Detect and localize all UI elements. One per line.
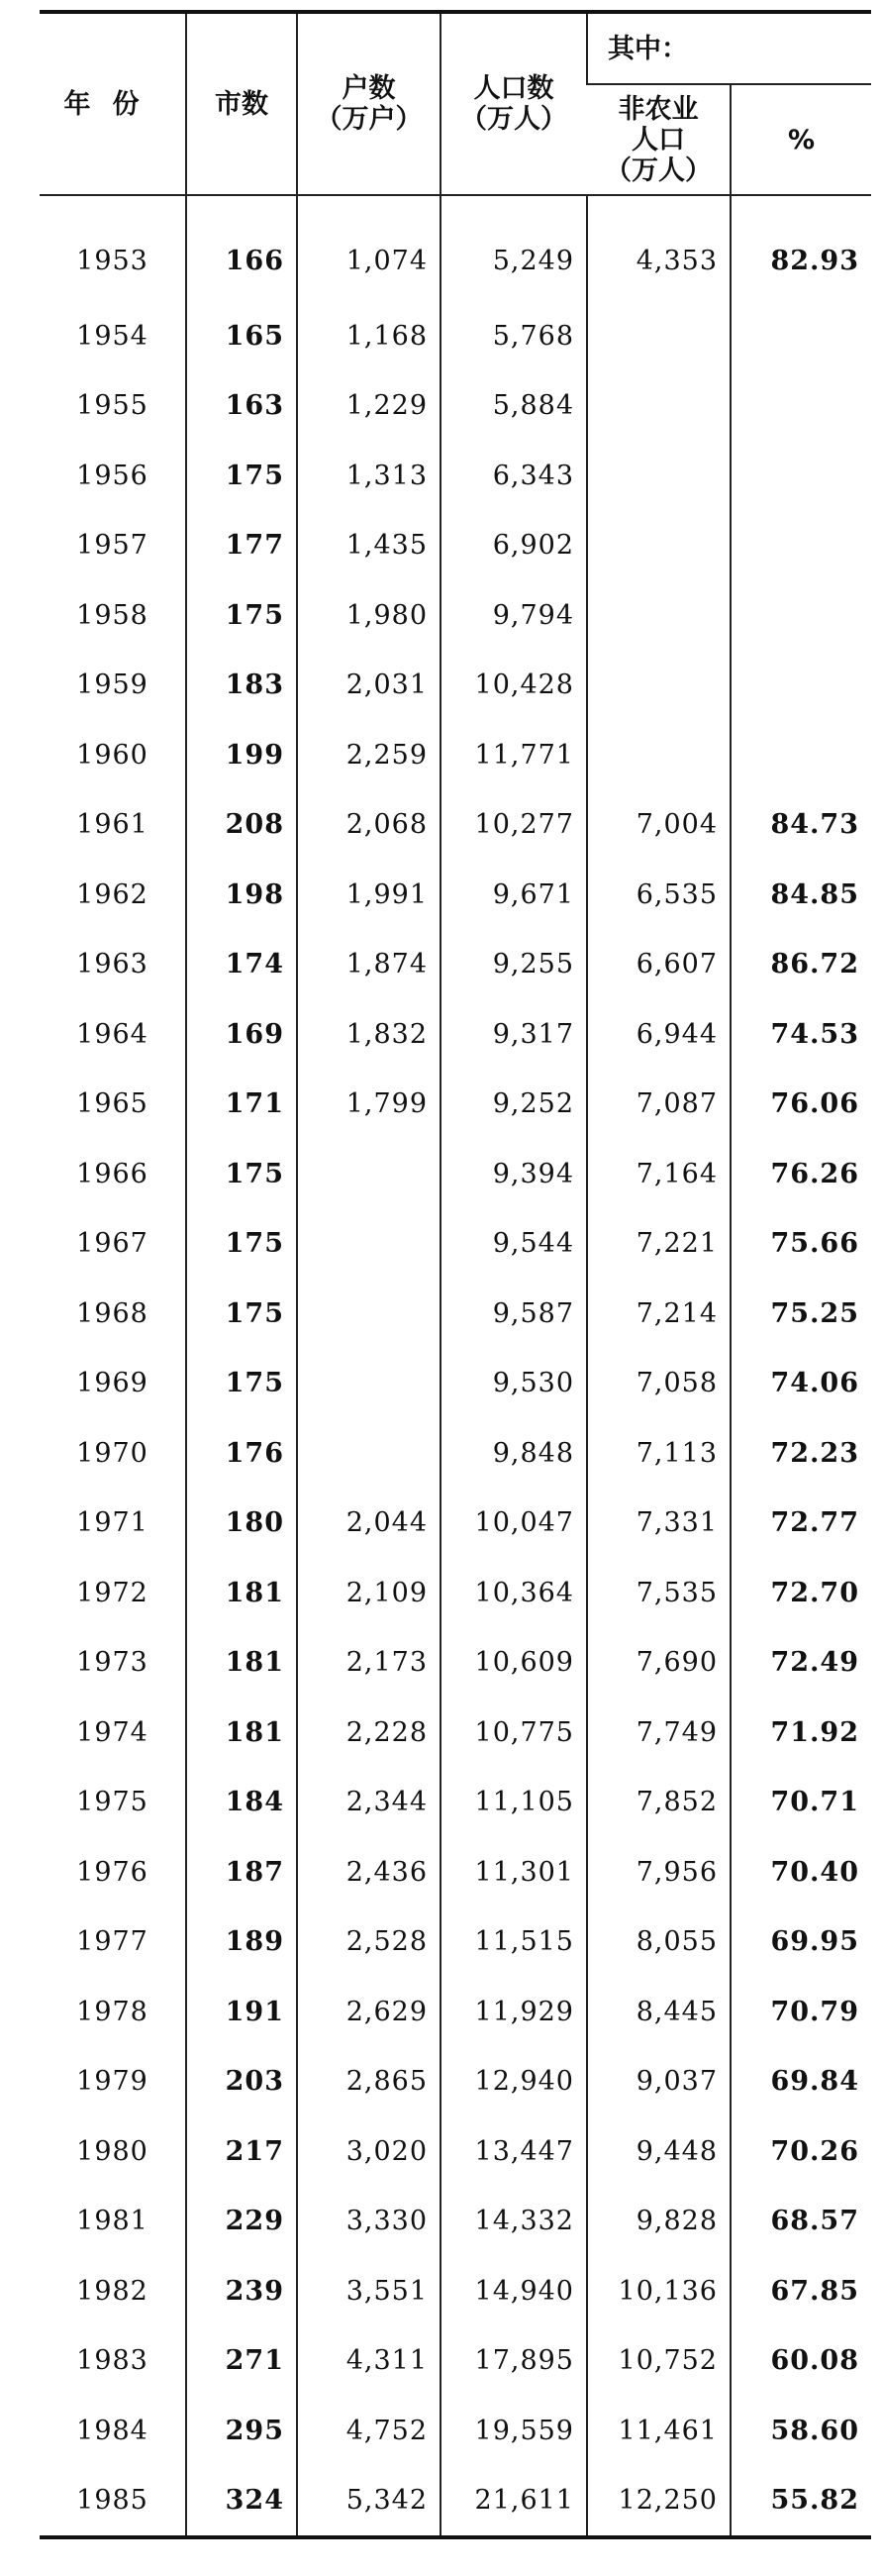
cell-percent: 72.23 <box>731 1418 871 1489</box>
cell-cities: 165 <box>186 301 297 371</box>
table-row <box>40 1837 871 1907</box>
cell-nonagri: 10,752 <box>587 2326 731 2397</box>
header-households <box>297 12 440 195</box>
cell-households: 3,020 <box>297 2116 440 2187</box>
cell-cities: 229 <box>186 2187 297 2257</box>
cell-cities: 163 <box>186 371 297 442</box>
cell-percent: 71.92 <box>731 1698 871 1768</box>
cell-population: 5,249 <box>440 195 587 301</box>
cell-nonagri: 6,944 <box>587 999 731 1070</box>
cell-percent: 72.49 <box>731 1628 871 1699</box>
table-row <box>40 1489 871 1559</box>
cell-nonagri: 6,535 <box>587 860 731 930</box>
cell-year: 1955 <box>76 390 148 422</box>
cell-population: 13,447 <box>440 2116 587 2187</box>
table-row <box>40 860 871 930</box>
table-row <box>40 1418 871 1489</box>
cell-households: 5,342 <box>297 2466 440 2538</box>
cell-households: 2,173 <box>297 1628 440 1699</box>
cell-percent: 75.25 <box>731 1279 871 1349</box>
cell-nonagri: 7,535 <box>587 1558 731 1628</box>
cell-households: 1,435 <box>297 511 440 581</box>
cell-cities: 175 <box>186 1139 297 1209</box>
cell-population: 12,940 <box>440 2047 587 2117</box>
cell-population: 14,940 <box>440 2256 587 2326</box>
cell-percent <box>731 720 871 790</box>
cell-nonagri: 9,828 <box>587 2187 731 2257</box>
cell-nonagri: 4,353 <box>587 195 731 301</box>
table-row <box>40 930 871 1000</box>
cell-percent: 60.08 <box>731 2326 871 2397</box>
cell-population: 10,364 <box>440 1558 587 1628</box>
cell-percent: 70.79 <box>731 1977 871 2047</box>
cell-year: 1961 <box>76 809 148 841</box>
cell-year: 1982 <box>76 2275 148 2307</box>
cell-year: 1957 <box>76 530 148 562</box>
cell-population: 9,252 <box>440 1070 587 1140</box>
cell-households: 2,109 <box>297 1558 440 1628</box>
table-row <box>40 2187 871 2257</box>
table-row <box>40 1279 871 1349</box>
cell-cities: 175 <box>186 580 297 651</box>
cell-cities: 169 <box>186 999 297 1070</box>
cell-nonagri: 7,956 <box>587 1837 731 1907</box>
table-row <box>40 999 871 1070</box>
table-header <box>40 12 871 195</box>
cell-population: 11,929 <box>440 1977 587 2047</box>
cell-percent: 69.84 <box>731 2047 871 2117</box>
cell-households <box>297 1349 440 1419</box>
cell-percent: 86.72 <box>731 930 871 1000</box>
cell-households: 4,311 <box>297 2326 440 2397</box>
cell-percent: 55.82 <box>731 2466 871 2538</box>
cell-households: 2,259 <box>297 720 440 790</box>
cell-percent <box>731 301 871 371</box>
cell-year: 1985 <box>40 2466 186 2538</box>
cell-population: 11,515 <box>440 1907 587 1978</box>
cell-year: 1984 <box>76 2415 148 2446</box>
cell-population: 10,775 <box>440 1698 587 1768</box>
cell-households <box>297 1209 440 1280</box>
cell-population: 9,544 <box>440 1209 587 1280</box>
cell-percent: 70.71 <box>731 1768 871 1838</box>
cell-population: 9,848 <box>440 1418 587 1489</box>
table-body <box>40 195 871 2537</box>
table-row <box>40 1209 871 1280</box>
cell-cities: 324 <box>186 2466 297 2538</box>
cell-households: 1,229 <box>297 371 440 442</box>
cell-year: 1977 <box>76 1926 148 1958</box>
cell-nonagri: 7,087 <box>587 1070 731 1140</box>
cell-nonagri: 7,004 <box>587 790 731 861</box>
cell-cities: 239 <box>186 2256 297 2326</box>
cell-population: 9,317 <box>440 999 587 1070</box>
cell-percent: 76.26 <box>731 1139 871 1209</box>
cell-nonagri: 7,221 <box>587 1209 731 1280</box>
cell-households: 1,874 <box>297 930 440 1000</box>
table-row <box>40 441 871 511</box>
cell-nonagri <box>587 720 731 790</box>
table-row <box>40 1907 871 1978</box>
cell-nonagri: 9,037 <box>587 2047 731 2117</box>
cell-year: 1953 <box>76 245 148 276</box>
cell-cities: 203 <box>186 2047 297 2117</box>
cell-year: 1966 <box>76 1158 148 1189</box>
cell-nonagri: 7,214 <box>587 1279 731 1349</box>
cell-cities: 189 <box>186 1907 297 1978</box>
cell-percent: 84.73 <box>731 790 871 861</box>
table-row <box>40 2047 871 2117</box>
cell-nonagri: 8,055 <box>587 1907 731 1978</box>
cell-population: 6,902 <box>440 511 587 581</box>
cell-households: 1,074 <box>297 195 440 301</box>
cell-year: 1971 <box>76 1507 148 1539</box>
cell-year: 1975 <box>76 1787 148 1818</box>
cell-population: 21,611 <box>440 2466 587 2538</box>
cell-households <box>297 1139 440 1209</box>
cell-population: 10,277 <box>440 790 587 861</box>
cell-year: 1964 <box>76 1018 148 1050</box>
cell-households: 2,528 <box>297 1907 440 1978</box>
cell-year: 1958 <box>76 599 148 631</box>
header-of-which: 其中： <box>587 12 871 84</box>
header-percent: % <box>731 84 871 195</box>
cell-households: 2,068 <box>297 790 440 861</box>
cell-nonagri <box>587 371 731 442</box>
cell-cities: 271 <box>186 2326 297 2397</box>
cell-nonagri <box>587 441 731 511</box>
cell-cities: 184 <box>186 1768 297 1838</box>
table-row <box>40 1349 871 1419</box>
cell-cities: 191 <box>186 1977 297 2047</box>
cell-year: 1970 <box>76 1437 148 1469</box>
cell-population: 19,559 <box>440 2396 587 2466</box>
cell-year: 1978 <box>76 1996 148 2027</box>
cell-year: 1976 <box>76 1856 148 1888</box>
table-row <box>40 2466 871 2538</box>
cell-percent <box>731 441 871 511</box>
cell-households: 3,330 <box>297 2187 440 2257</box>
header-nonagri-label-2: 人口 <box>632 124 685 155</box>
table-row <box>40 371 871 442</box>
table-row <box>40 511 871 581</box>
cell-nonagri: 6,607 <box>587 930 731 1000</box>
cell-households: 2,228 <box>297 1698 440 1768</box>
cell-year: 1962 <box>76 878 148 910</box>
header-cities: 市数 <box>186 12 297 195</box>
cell-cities: 181 <box>186 1698 297 1768</box>
cell-cities: 177 <box>186 511 297 581</box>
cell-year: 1965 <box>76 1088 148 1120</box>
cell-cities: 175 <box>186 1349 297 1419</box>
table-row <box>40 301 871 371</box>
cell-population: 9,255 <box>440 930 587 1000</box>
cell-year: 1960 <box>76 739 148 771</box>
cell-cities: 217 <box>186 2116 297 2187</box>
cell-nonagri <box>587 580 731 651</box>
cell-population: 5,768 <box>440 301 587 371</box>
cell-year: 1981 <box>76 2206 148 2237</box>
cell-cities: 208 <box>186 790 297 861</box>
table-row <box>40 2116 871 2187</box>
cell-households: 2,044 <box>297 1489 440 1559</box>
cell-percent: 84.85 <box>731 860 871 930</box>
cell-population: 14,332 <box>440 2187 587 2257</box>
cell-nonagri <box>587 651 731 721</box>
cell-households: 2,344 <box>297 1768 440 1838</box>
cell-population: 10,047 <box>440 1489 587 1559</box>
table-row <box>40 195 871 301</box>
statistics-table <box>40 10 871 2539</box>
table-row <box>40 1768 871 1838</box>
header-households-label: 户数 <box>342 73 396 104</box>
cell-population: 10,428 <box>440 651 587 721</box>
cell-households: 1,799 <box>297 1070 440 1140</box>
cell-year: 1968 <box>76 1297 148 1329</box>
cell-percent: 75.66 <box>731 1209 871 1280</box>
header-nonagri <box>587 84 731 195</box>
header-population-unit: （万人） <box>460 104 567 135</box>
cell-nonagri: 7,164 <box>587 1139 731 1209</box>
cell-population: 9,530 <box>440 1349 587 1419</box>
cell-nonagri: 9,448 <box>587 2116 731 2187</box>
cell-cities: 180 <box>186 1489 297 1559</box>
cell-population: 10,609 <box>440 1628 587 1699</box>
table-row <box>40 790 871 861</box>
cell-households: 4,752 <box>297 2396 440 2466</box>
cell-percent: 69.95 <box>731 1907 871 1978</box>
cell-percent: 82.93 <box>731 195 871 301</box>
cell-year: 1974 <box>76 1716 148 1748</box>
cell-households: 3,551 <box>297 2256 440 2326</box>
cell-cities: 176 <box>186 1418 297 1489</box>
cell-cities: 181 <box>186 1628 297 1699</box>
table-row <box>40 720 871 790</box>
cell-nonagri <box>587 511 731 581</box>
cell-population: 9,587 <box>440 1279 587 1349</box>
header-nonagri-label-1: 非农业 <box>618 93 699 125</box>
cell-population: 9,394 <box>440 1139 587 1209</box>
cell-cities: 175 <box>186 1209 297 1280</box>
cell-percent: 72.70 <box>731 1558 871 1628</box>
cell-households <box>297 1418 440 1489</box>
cell-cities: 175 <box>186 1279 297 1349</box>
cell-households <box>297 1279 440 1349</box>
cell-cities: 187 <box>186 1837 297 1907</box>
table-row <box>40 1139 871 1209</box>
cell-year: 1959 <box>76 670 148 701</box>
cell-population: 9,794 <box>440 580 587 651</box>
cell-cities: 198 <box>186 860 297 930</box>
cell-households: 1,168 <box>297 301 440 371</box>
cell-percent: 68.57 <box>731 2187 871 2257</box>
cell-nonagri <box>587 301 731 371</box>
table-row <box>40 1070 871 1140</box>
cell-nonagri: 7,852 <box>587 1768 731 1838</box>
cell-year: 1956 <box>76 460 148 491</box>
cell-population: 9,671 <box>440 860 587 930</box>
table-row <box>40 2256 871 2326</box>
header-population-label: 人口数 <box>473 73 554 104</box>
cell-population: 11,771 <box>440 720 587 790</box>
cell-households: 2,629 <box>297 1977 440 2047</box>
cell-cities: 175 <box>186 441 297 511</box>
cell-population: 17,895 <box>440 2326 587 2397</box>
table-row <box>40 1628 871 1699</box>
cell-year: 1972 <box>76 1577 148 1608</box>
cell-households: 2,031 <box>297 651 440 721</box>
cell-cities: 166 <box>186 195 297 301</box>
cell-nonagri: 7,058 <box>587 1349 731 1419</box>
cell-population: 6,343 <box>440 441 587 511</box>
cell-cities: 174 <box>186 930 297 1000</box>
cell-cities: 183 <box>186 651 297 721</box>
cell-percent: 76.06 <box>731 1070 871 1140</box>
header-households-unit: （万户） <box>315 104 423 135</box>
cell-households: 2,865 <box>297 2047 440 2117</box>
cell-nonagri: 7,749 <box>587 1698 731 1768</box>
table-row <box>40 651 871 721</box>
cell-percent <box>731 371 871 442</box>
cell-percent: 70.40 <box>731 1837 871 1907</box>
cell-households: 1,991 <box>297 860 440 930</box>
header-year: 年份 <box>40 12 186 195</box>
table-row <box>40 2396 871 2466</box>
table-row <box>40 1558 871 1628</box>
cell-percent <box>731 580 871 651</box>
table-row <box>40 2326 871 2397</box>
cell-population: 11,105 <box>440 1768 587 1838</box>
cell-year: 1980 <box>76 2135 148 2167</box>
cell-percent: 67.85 <box>731 2256 871 2326</box>
cell-households: 2,436 <box>297 1837 440 1907</box>
cell-percent <box>731 651 871 721</box>
cell-households: 1,313 <box>297 441 440 511</box>
cell-cities: 181 <box>186 1558 297 1628</box>
cell-cities: 171 <box>186 1070 297 1140</box>
cell-households: 1,980 <box>297 580 440 651</box>
cell-year: 1954 <box>76 320 148 352</box>
cell-percent: 72.77 <box>731 1489 871 1559</box>
cell-year: 1969 <box>76 1368 148 1399</box>
header-nonagri-unit: （万人） <box>605 155 712 186</box>
cell-percent: 74.53 <box>731 999 871 1070</box>
cell-percent: 58.60 <box>731 2396 871 2466</box>
header-population <box>440 12 587 195</box>
cell-nonagri: 12,250 <box>587 2466 731 2538</box>
cell-year: 1979 <box>76 2066 148 2098</box>
cell-cities: 295 <box>186 2396 297 2466</box>
cell-cities: 199 <box>186 720 297 790</box>
cell-percent: 74.06 <box>731 1349 871 1419</box>
cell-households: 1,832 <box>297 999 440 1070</box>
cell-nonagri: 10,136 <box>587 2256 731 2326</box>
cell-year: 1973 <box>76 1647 148 1679</box>
cell-year: 1963 <box>76 949 148 980</box>
cell-population: 11,301 <box>440 1837 587 1907</box>
cell-nonagri: 11,461 <box>587 2396 731 2466</box>
cell-year: 1967 <box>76 1228 148 1260</box>
cell-population: 5,884 <box>440 371 587 442</box>
table-row <box>40 1977 871 2047</box>
cell-nonagri: 8,445 <box>587 1977 731 2047</box>
cell-nonagri: 7,690 <box>587 1628 731 1699</box>
cell-percent: 70.26 <box>731 2116 871 2187</box>
cell-nonagri: 7,113 <box>587 1418 731 1489</box>
table-row <box>40 1698 871 1768</box>
cell-year: 1983 <box>76 2345 148 2377</box>
cell-nonagri: 7,331 <box>587 1489 731 1559</box>
table-row <box>40 580 871 651</box>
cell-percent <box>731 511 871 581</box>
